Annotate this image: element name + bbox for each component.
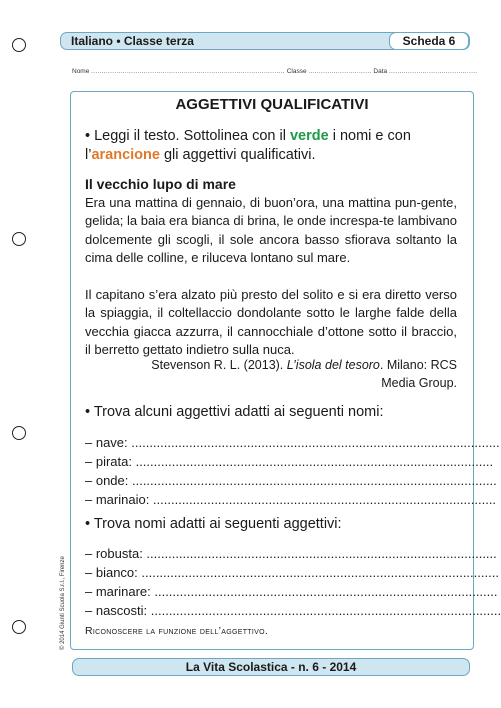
header-title: Italiano • Classe terza — [71, 34, 194, 48]
verde-word: verde — [289, 128, 329, 144]
exercise2-item-nascosti[interactable]: – nascosti: ................................................................................................. — [85, 603, 501, 618]
binder-hole-2 — [12, 232, 26, 246]
citation-publisher: . Milano: RCS Media Group. — [379, 358, 457, 390]
exercise2-item-bianco[interactable]: – bianco: ................................................................................................... — [85, 565, 499, 580]
arancione-word: arancione — [91, 147, 160, 163]
binder-hole-3 — [12, 426, 26, 440]
citation-book: L’isola del tesoro — [286, 358, 380, 372]
data-field[interactable]: .......................................... — [388, 68, 478, 75]
exercise1-item-pirata[interactable]: – pirata: ................................................................................................... — [85, 454, 494, 469]
learning-objective: Riconoscere la funzione dell’aggettivo. — [85, 625, 269, 637]
exercise2-item-marinare[interactable]: – marinare: ............................................................................................... — [85, 584, 498, 599]
nome-label: Nome — [72, 68, 90, 75]
instruction-middle: i nomi e con l’ — [85, 128, 411, 163]
footer-bar: La Vita Scolastica - n. 6 - 2014 — [72, 658, 470, 676]
exercise1-title: • Trova alcuni aggettivi adatti ai seguenti nomi: — [85, 404, 384, 420]
citation — [117, 356, 457, 392]
instruction-suffix: gli aggettivi qualificativi. — [159, 147, 316, 163]
nome-field[interactable]: ............................................................................................ — [91, 68, 285, 75]
exercise1-item-onde[interactable]: – onde: ..................................................................................................... — [85, 473, 497, 488]
name-row — [72, 68, 478, 75]
binder-hole-4 — [12, 620, 26, 634]
scheda-label: Scheda 6 — [389, 32, 469, 50]
exercise2-title: • Trova nomi adatti ai seguenti aggettivi: — [85, 516, 342, 532]
instruction-prefix: • Leggi il testo. Sottolinea con il — [85, 128, 290, 144]
classe-field[interactable]: .............................. — [308, 68, 372, 75]
exercise1-item-nave[interactable]: – nave: ...................................................................................................... — [85, 435, 500, 450]
binder-hole-1 — [12, 38, 26, 52]
citation-author: Stevenson R. L. (2013). — [151, 358, 287, 372]
story-title: Il vecchio lupo di mare — [85, 176, 236, 192]
instruction — [85, 127, 461, 165]
copyright-notice: © 2014 Giunti Scuola S.r.l., Firenze — [60, 556, 66, 650]
exercise2-item-robusta[interactable]: – robusta: ................................................................................................. — [85, 546, 497, 561]
page-title: AGGETTIVI QUALIFICATIVI — [175, 96, 369, 113]
worksheet-frame — [70, 91, 501, 650]
classe-label: Classe — [286, 68, 307, 75]
story-paragraph-1: Era una mattina di gennaio, di buon’ora, una mattina pun-gente, gelida; la baia era bianca di brina, le onde increspa-te lambivano dolcemente gli scogli, il sole ancora basso sfiorava soltanto la cima delle colline, e riluceva lontano sul mare. — [85, 195, 457, 266]
exercise1-item-marinaio[interactable]: – marinaio: ............................................................................................... — [85, 492, 497, 507]
header-bar — [60, 32, 470, 50]
story-paragraph-2: Il capitano s’era alzato più presto del solito e si era diretto verso la spiaggia, il coltellaccio dondolante sotto le larghe falde della vecchia giacca azzurra, il cannocchiale d’ottone sotto il braccio, il berretto gettato indietro sulla nuca. — [85, 287, 457, 358]
data-label: Data — [373, 68, 388, 75]
